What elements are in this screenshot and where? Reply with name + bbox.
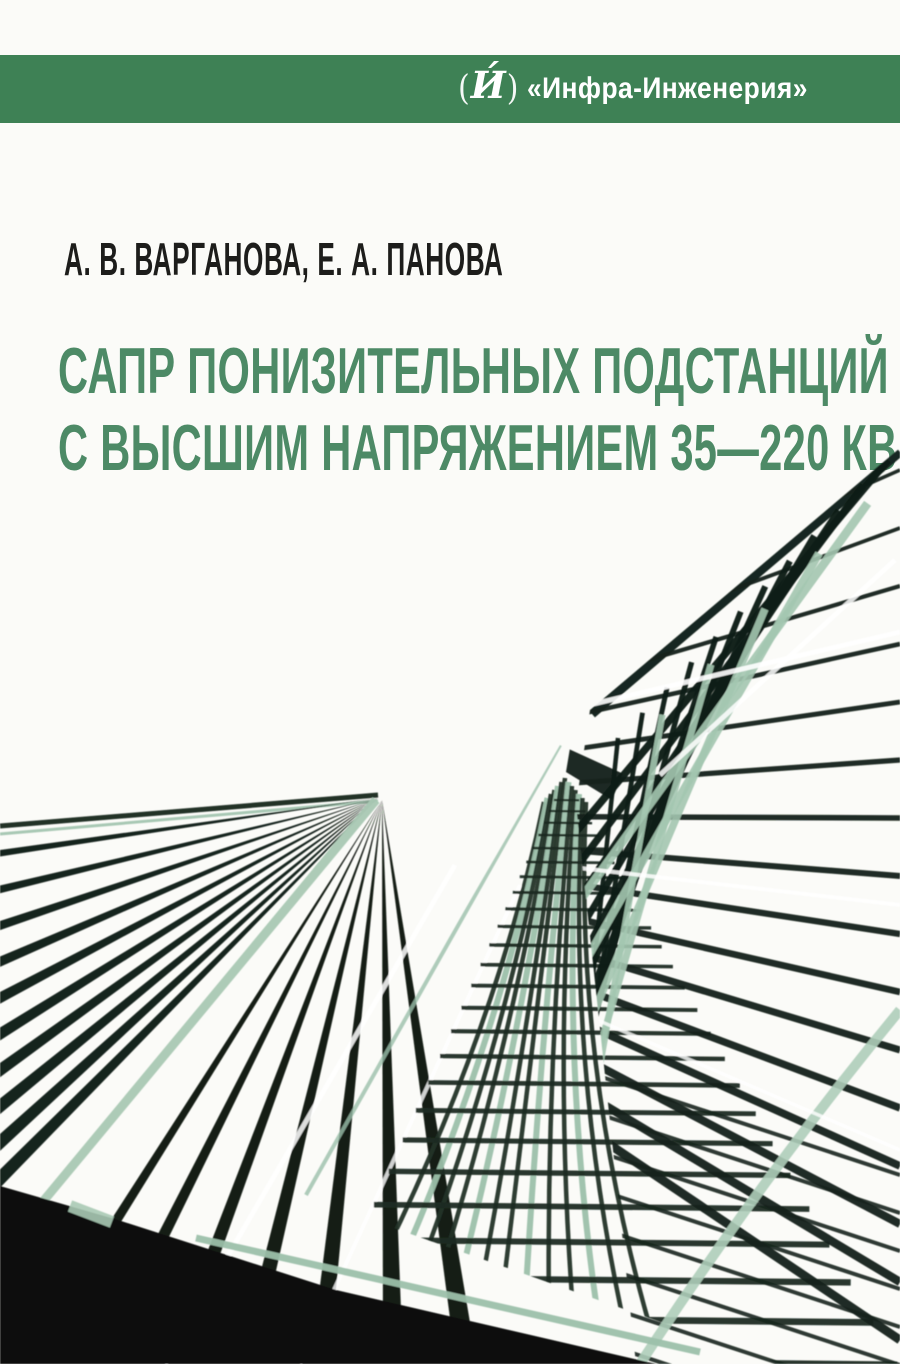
logo-letter: И́ xyxy=(470,63,506,107)
book-title-line-1: САПР ПОНИЗИТЕЛЬНЫХ ПОДСТАНЦИЙ xyxy=(58,334,889,407)
skyscraper-illustration xyxy=(0,430,900,1364)
logo-paren-right: ) xyxy=(506,68,519,109)
publisher-name: «Инфра-Инженерия» xyxy=(527,72,809,105)
publisher-band-content xyxy=(458,55,847,123)
publisher-logo-icon xyxy=(458,63,519,111)
publisher-band xyxy=(0,55,900,123)
logo-paren-left: ( xyxy=(458,68,470,109)
authors-line: А. В. ВАРГАНОВА, Е. А. ПАНОВА xyxy=(64,233,504,285)
cover-photo xyxy=(0,430,900,1364)
book-title-line-2: С ВЫСШИМ НАПРЯЖЕНИЕМ 35—220 КВ xyxy=(58,411,898,484)
